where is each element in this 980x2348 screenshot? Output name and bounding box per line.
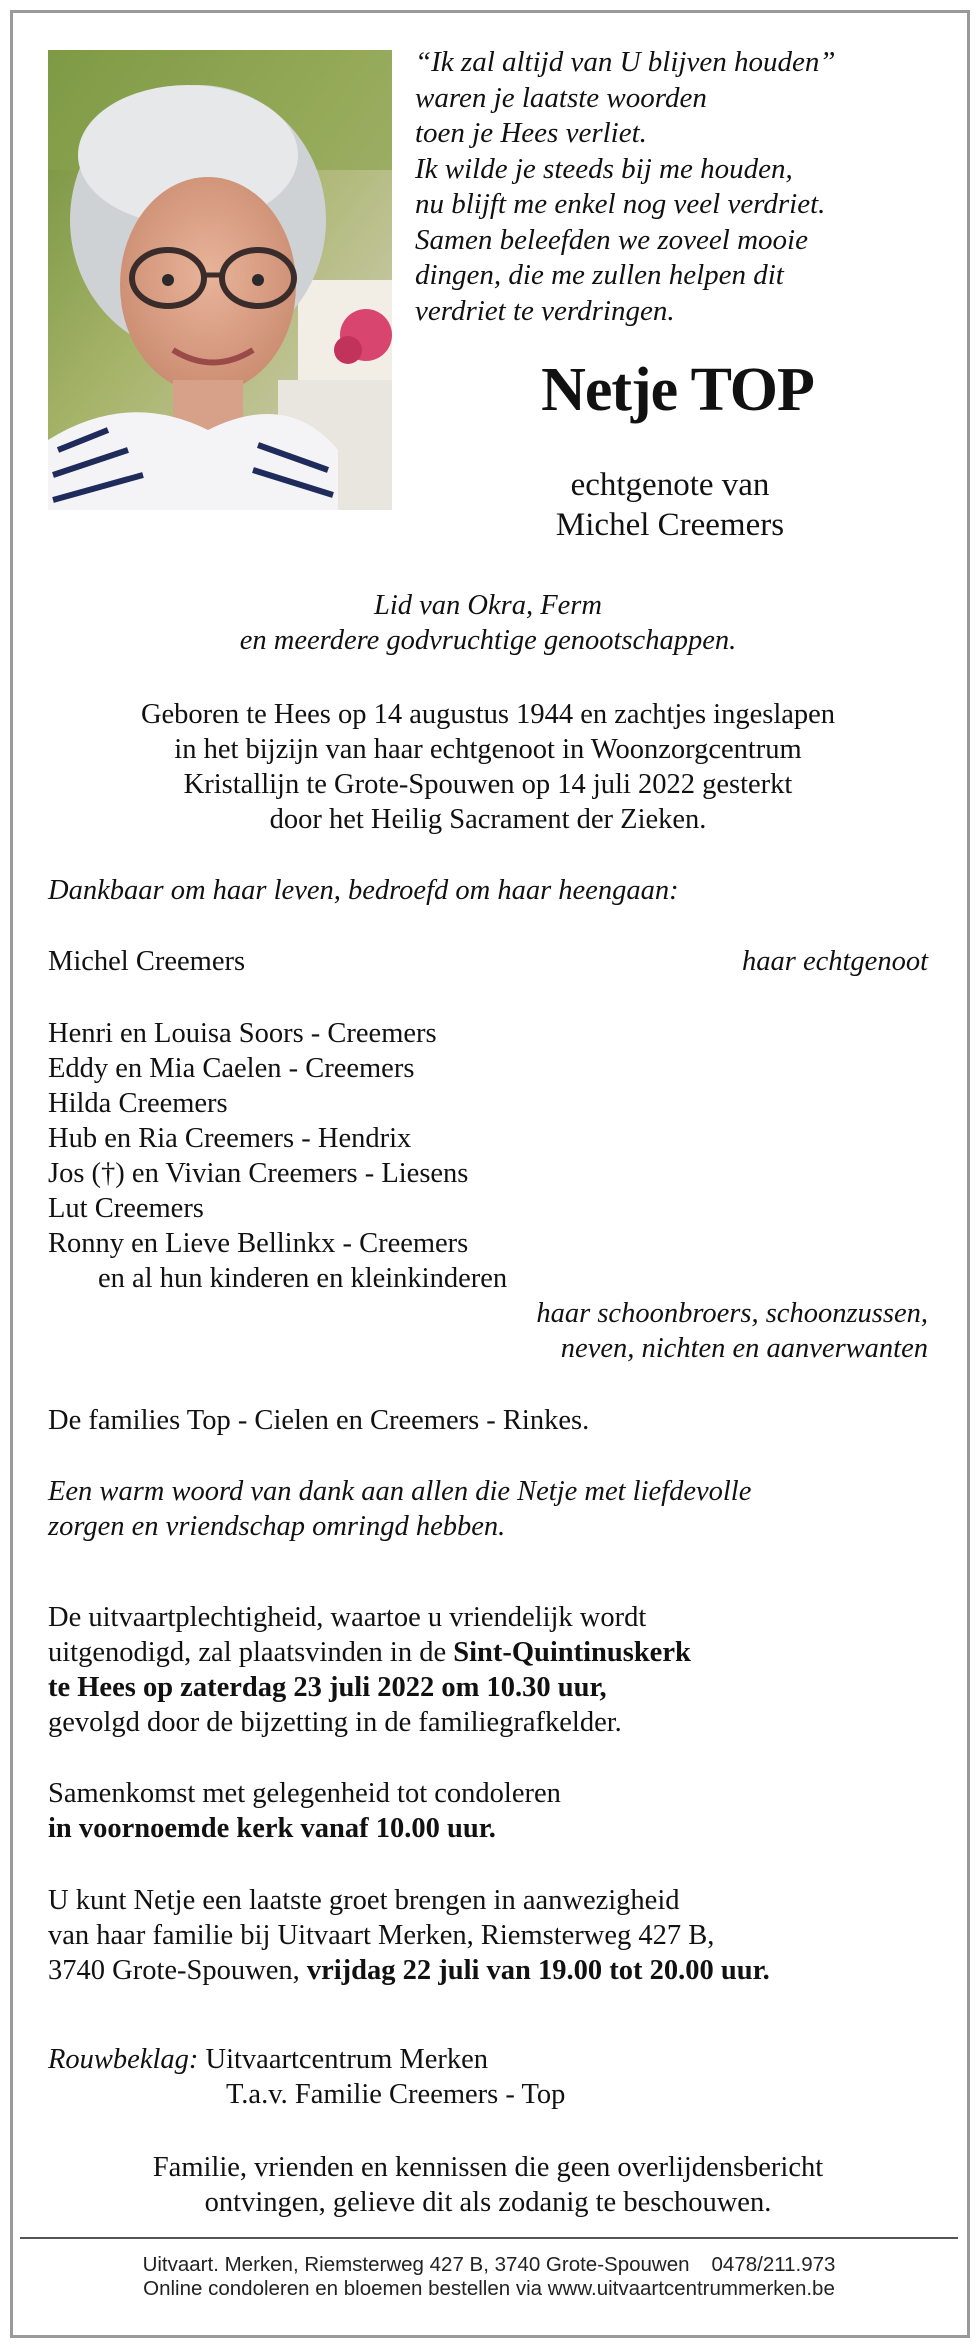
poem-line: nu blijft me enkel nog veel verdriet. xyxy=(415,188,826,220)
membership-line: en meerdere godvruchtige genootschappen. xyxy=(239,625,737,656)
birth-death-line: door het Heilig Sacrament der Zieken. xyxy=(269,804,707,835)
poem-line: dingen, die me zullen helpen dit xyxy=(415,259,784,291)
footer-address: Uitvaart. Merken, Riemsterweg 427 B, 3740 Grote-Spouwen xyxy=(142,2253,690,2276)
spouse-label: echtgenote van xyxy=(570,467,770,503)
mourning-label: Rouwbeklag: xyxy=(48,2044,199,2075)
poem-line: Ik wilde je steeds bij me houden, xyxy=(415,152,793,185)
church-name: Sint-Quintinuskerk xyxy=(453,1637,691,1668)
footer-phone: 0478/211.973 xyxy=(711,2253,836,2276)
visit-line xyxy=(48,1953,928,1988)
visit-line: U kunt Netje een laatste groet brengen in aanwezigheid xyxy=(48,1885,680,1916)
husband-relation: haar echtgenoot xyxy=(741,946,928,977)
poem-line: waren je laatste woorden xyxy=(415,81,707,114)
funeral-line: gevolgd door de bijzetting in de familiegrafkelder. xyxy=(48,1707,622,1738)
visit-line: van haar familie bij Uitvaart Merken, Riemsterweg 427 B, xyxy=(48,1920,715,1951)
gathering-info xyxy=(48,1776,928,1846)
portrait-photo xyxy=(48,50,392,510)
funeral-text: uitgenodigd, zal plaatsvinden in de xyxy=(48,1637,454,1668)
husband-row xyxy=(48,944,928,979)
family-relation-line: neven, nichten en aanverwanten xyxy=(560,1333,928,1364)
membership-line: Lid van Okra, Ferm xyxy=(374,590,602,621)
husband-name: Michel Creemers xyxy=(48,946,246,977)
birth-death-line: in het bijzijn van haar echtgenoot in Woonzorgcentrum xyxy=(174,734,802,765)
thanks-line: Een warm woord van dank aan allen die Netje met liefdevolle xyxy=(48,1476,752,1507)
family-relation-line: haar schoonbroers, schoonzussen, xyxy=(536,1298,928,1329)
families-line: De families Top - Cielen en Creemers - Rinkes. xyxy=(48,1405,590,1436)
family-member: Jos (†) en Vivian Creemers - Liesens xyxy=(48,1158,469,1189)
membership xyxy=(48,588,928,658)
visit-info xyxy=(48,1883,928,1988)
family-member: Eddy en Mia Caelen - Creemers xyxy=(48,1053,415,1084)
birth-death-line: Kristallijn te Grote-Spouwen op 14 juli 2022 gesterkt xyxy=(183,769,793,800)
birth-death-line: Geboren te Hees op 14 augustus 1944 en zachtjes ingeslapen xyxy=(140,699,836,730)
thanks-line: zorgen en vriendschap omringd hebben. xyxy=(48,1511,506,1542)
portrait-illustration xyxy=(48,50,392,510)
footer xyxy=(20,2237,958,2301)
mourning-recipient: Uitvaartcentrum Merken xyxy=(205,2044,489,2075)
spouse-name: Michel Creemers xyxy=(555,507,785,543)
gathering-line: Samenkomst met gelegenheid tot condoleren xyxy=(48,1778,561,1809)
family-member: Ronny en Lieve Bellinkx - Creemers xyxy=(48,1228,469,1259)
notice-line: ontvingen, gelieve dit als zodanig te beschouwen. xyxy=(204,2187,772,2218)
poem-line: toen je Hees verliet. xyxy=(415,117,647,149)
birth-death-text xyxy=(48,697,928,837)
footer-online: Online condoleren en bloemen bestellen via www.uitvaartcentrummerken.be xyxy=(143,2277,835,2300)
deceased-name: Netje TOP xyxy=(541,356,814,424)
thanks-text xyxy=(48,1474,928,1544)
family-member: Hub en Ria Creemers - Hendrix xyxy=(48,1123,412,1154)
mourning-info xyxy=(48,2042,928,2112)
grandchildren-line: en al hun kinderen en kleinkinderen xyxy=(98,1263,508,1294)
mourning-attention: T.a.v. Familie Creemers - Top xyxy=(226,2079,566,2110)
family-list xyxy=(48,1016,928,1366)
visit-text: 3740 Grote-Spouwen, xyxy=(48,1955,307,1986)
poem xyxy=(415,45,935,329)
poem-line: “Ik zal altijd van U blijven houden” xyxy=(415,46,836,78)
family-member: Henri en Louisa Soors - Creemers xyxy=(48,1018,437,1049)
funeral-date: te Hees op zaterdag 23 juli 2022 om 10.30 uur, xyxy=(48,1672,607,1703)
notice-text xyxy=(48,2150,928,2220)
grateful-line: Dankbaar om haar leven, bedroefd om haar heengaan: xyxy=(48,875,679,906)
spouse-info xyxy=(390,465,950,545)
funeral-info xyxy=(48,1600,928,1740)
funeral-line: De uitvaartplechtigheid, waartoe u vriendelijk wordt xyxy=(48,1602,647,1633)
notice-line: Familie, vrienden en kennissen die geen overlijdensbericht xyxy=(152,2152,824,2183)
family-member: Lut Creemers xyxy=(48,1193,204,1224)
family-member: Hilda Creemers xyxy=(48,1088,228,1119)
poem-line: Samen beleefden we zoveel mooie xyxy=(415,223,808,256)
funeral-line xyxy=(48,1635,928,1670)
poem-line: verdriet te verdringen. xyxy=(415,294,675,327)
gathering-time: in voornoemde kerk vanaf 10.00 uur. xyxy=(48,1813,496,1844)
visit-time: vrijdag 22 juli van 19.00 tot 20.00 uur. xyxy=(306,1955,770,1986)
